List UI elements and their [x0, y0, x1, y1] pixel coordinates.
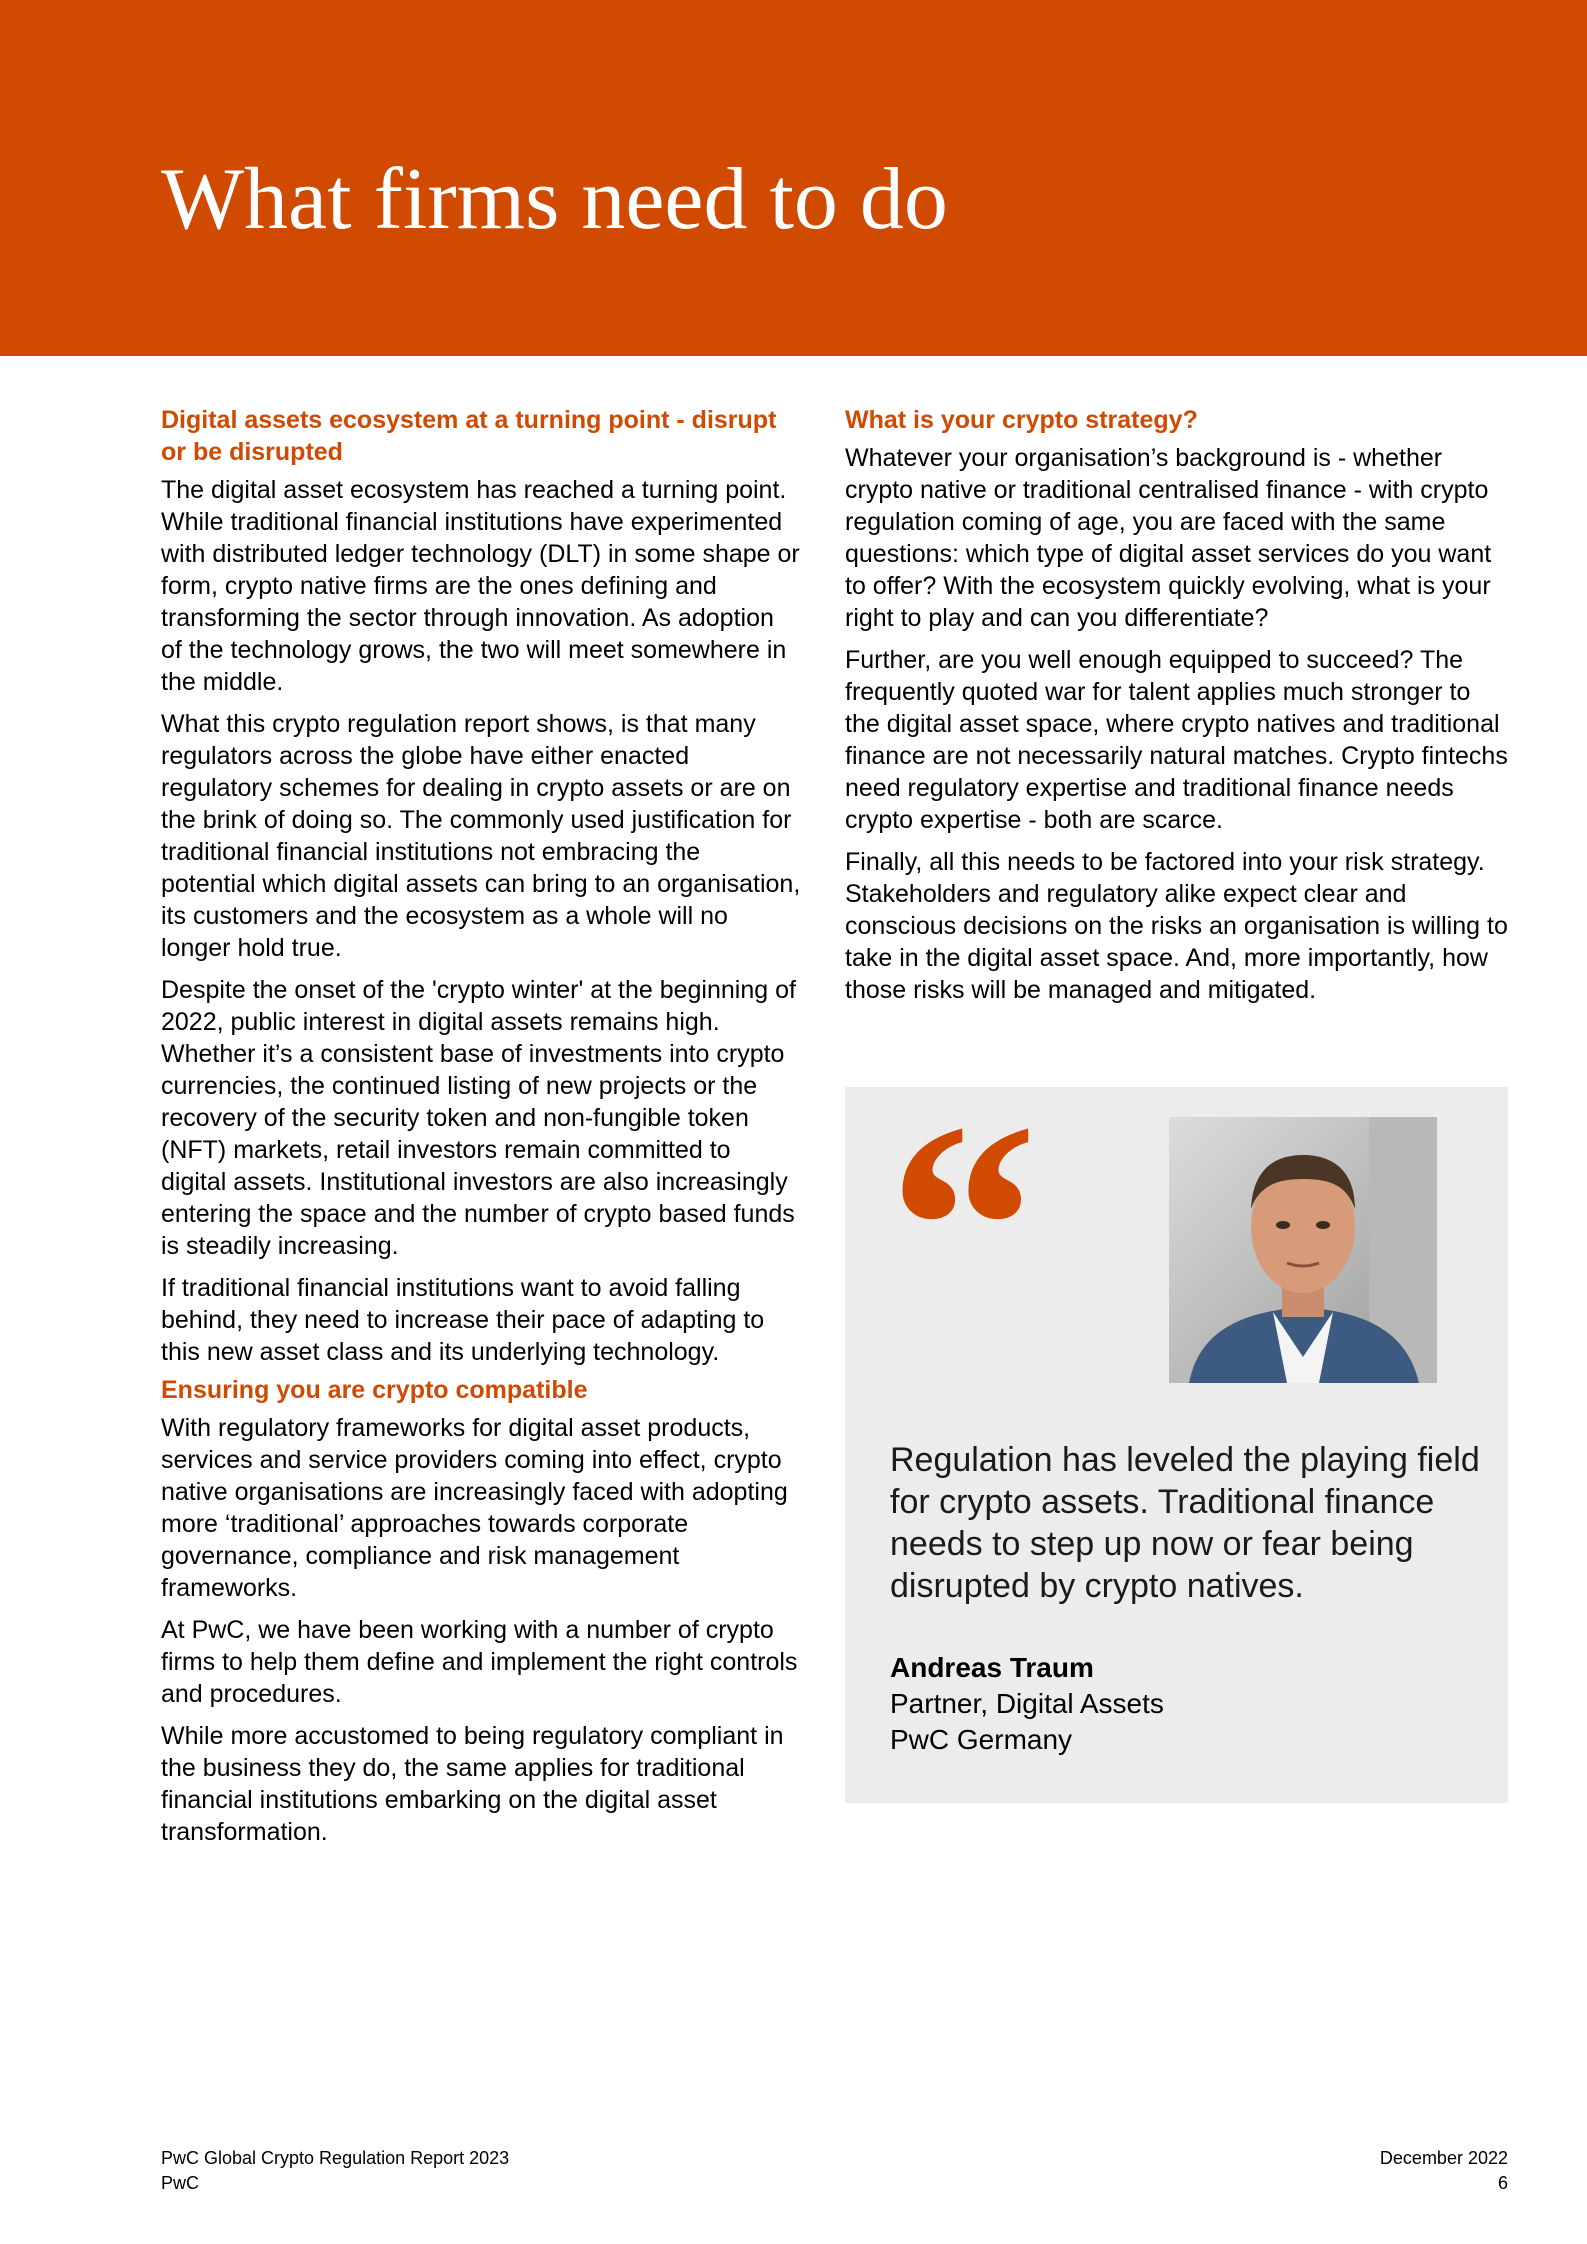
footer-page-number: 6: [1497, 2173, 1508, 2193]
paragraph: Despite the onset of the 'crypto winter' at the beginning of 2022, public interest in digital assets remains high. Whether it’s a consistent base of investments into crypto currencies, the continued listing of new projects or the recovery of the security token and non-fungible token (NFT) markets, retail investors remain committed to digital assets. Institutional investors are also increasingly entering the space and the number of crypto based funds is steadily increasing.: [161, 976, 796, 1260]
quote-author-name: Andreas Traum: [890, 1652, 1094, 1683]
section-heading-crypto-compatible: Ensuring you are crypto compatible: [161, 1376, 588, 1404]
right-column: [845, 404, 1510, 1016]
paragraph: The digital asset ecosystem has reached a turning point. While traditional financial institutions have experimented with distributed ledger technology (DLT) in some shape or form, crypto native firms are the ones defining and transforming the sector through innovation. As adoption of the technology grows, the two will meet somewhere in the middle.: [161, 476, 800, 696]
paragraph: Whatever your organisation’s background is - whether crypto native or traditional centralised finance - with crypto regulation coming of age, you are faced with the same questions: which type of digital asset services do you want to offer? With the ecosystem quickly evolving, what is your right to play and can you differentiate?: [845, 444, 1492, 632]
paragraph: What this crypto regulation report shows, is that many regulators across the globe have either enacted regulatory schemes for dealing in crypto assets or are on the brink of doing so. The commonly used justification for traditional financial institutions not embracing the potential which digital assets can bring to an organisation, its customers and the ecosystem as a whole will no longer hold true.: [161, 710, 801, 962]
paragraph: While more accustomed to being regulatory compliant in the business they do, the same applies for traditional financial institutions embarking on the digital asset transformation.: [161, 1722, 784, 1846]
footer-company: PwC: [161, 2173, 200, 2193]
portrait-photo: [1169, 1117, 1437, 1383]
paragraph: If traditional financial institutions want to avoid falling behind, they need to increase their pace of adapting to this new asset class and its underlying technology.: [161, 1274, 765, 1366]
paragraph: At PwC, we have been working with a number of crypto firms to help them define and implement the right controls and procedures.: [161, 1616, 798, 1708]
title-banner: [0, 0, 1587, 356]
footer-date: December 2022: [1379, 2148, 1508, 2168]
page-title: What firms need to do: [161, 151, 948, 248]
quote-box: [845, 1061, 1508, 1803]
left-column: [161, 404, 801, 1858]
quote-mark-icon: “: [888, 1061, 1038, 1393]
section-heading-turning-point: Digital assets ecosystem at a turning point - disrupt or be disrupted: [161, 406, 777, 466]
section-heading-crypto-strategy: What is your crypto strategy?: [845, 406, 1198, 434]
quote-text: Regulation has leveled the playing field for crypto assets. Traditional finance needs to step up now or fear being disrupted by crypto natives.: [890, 1441, 1480, 1605]
footer-report-title: PwC Global Crypto Regulation Report 2023: [161, 2148, 510, 2168]
quote-author-role: Partner, Digital Assets: [890, 1688, 1164, 1719]
paragraph: Further, are you well enough equipped to succeed? The frequently quoted war for talent applies much stronger to the digital asset space, where crypto natives and traditional finance are not necessarily natural matches. Crypto fintechs need regulatory expertise and traditional finance needs crypto expertise - both are scarce.: [845, 646, 1508, 834]
paragraph: Finally, all this needs to be factored into your risk strategy. Stakeholders and regulatory alike expect clear and conscious decisions on the risks an organisation is willing to take in the digital asset space. And, more importantly, how those risks will be managed and mitigated.: [845, 848, 1508, 1004]
paragraph: With regulatory frameworks for digital asset products, services and service providers coming into effect, crypto native organisations are increasingly faced with adopting more ‘traditional’ approaches towards corporate governance, compliance and risk management frameworks.: [161, 1414, 788, 1602]
quote-author-org: PwC Germany: [890, 1724, 1073, 1755]
